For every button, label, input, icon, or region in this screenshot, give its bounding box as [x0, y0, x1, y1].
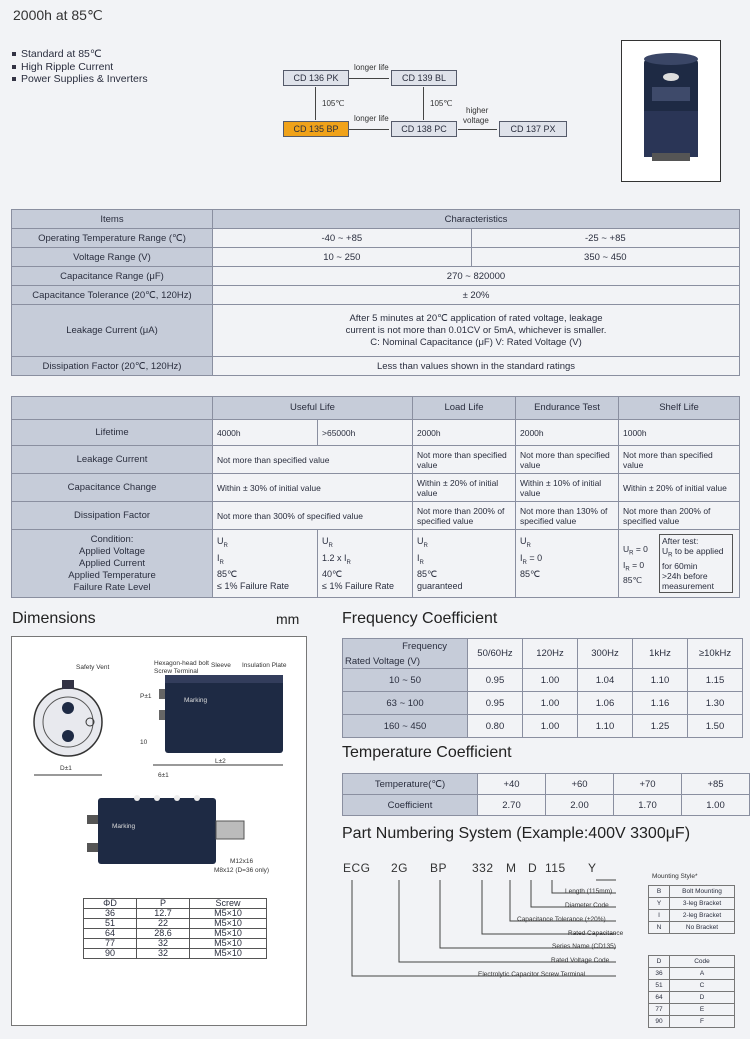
cond-text: I [623, 559, 626, 570]
cond-sub: R [328, 542, 333, 549]
life-cell: Within ± 20% of initial value [619, 474, 740, 502]
dimensions-title: Dimensions [12, 610, 96, 627]
note-line: U [662, 546, 669, 556]
cond-sub: R [629, 550, 634, 557]
life-cell: >65000h [318, 420, 413, 446]
leakage-line: current is not more than 0.01CV or 5mA, whichever is smaller. [345, 324, 607, 336]
mounting-title: Mounting Style* [652, 873, 698, 880]
label-m12: M12x16 [230, 858, 254, 865]
label-voltage: voltage [463, 116, 489, 125]
label-screw-terminal: Screw Terminal [154, 668, 199, 675]
mount-code: I [649, 910, 670, 922]
dim-header: Screw [190, 899, 267, 909]
diam-cell: A [670, 968, 735, 980]
cond-sub: R [526, 542, 531, 549]
condition-line: Condition: [90, 533, 134, 545]
dim-header: P [137, 899, 190, 909]
cond-text: 85℃ [520, 569, 541, 580]
life-label: Capacitance Change [12, 474, 213, 502]
life-label-condition [12, 530, 213, 598]
cond-text: 85℃ [217, 569, 238, 580]
freq-cell: 1.16 [633, 692, 688, 715]
code-segment: BP [430, 861, 448, 875]
arrow-line [349, 78, 389, 79]
temp-cell: 2.70 [478, 795, 546, 816]
life-cell: 4000h [213, 420, 318, 446]
freq-row-label: 63 ~ 100 [343, 692, 468, 715]
freq-cell: 0.95 [468, 669, 523, 692]
shelf-note-box [659, 534, 733, 593]
spec-value: -25 ~ +85 [471, 229, 739, 248]
life-label: Leakage Current [12, 446, 213, 474]
life-cell: Not more than 130% of specified value [516, 502, 619, 530]
leakage-line: C: Nominal Capacitance (μF) V: Rated Voltage (V) [370, 336, 582, 348]
series-box-cd136: CD 136 PK [283, 70, 349, 86]
temperature-title: Temperature Coefficient [342, 744, 512, 761]
life-header-endurance: Endurance Test [516, 397, 619, 420]
code-segment: 115 [545, 861, 566, 875]
condition-line: Failure Rate Level [73, 581, 151, 593]
cond-text: I [417, 552, 420, 563]
cond-text: U [322, 535, 329, 546]
life-cell: 2000h [516, 420, 619, 446]
mount-desc: 3-leg Bracket [670, 898, 735, 910]
life-label: Lifetime [12, 420, 213, 446]
dim-cell: 77 [84, 939, 137, 949]
mount-desc: 2-leg Bracket [670, 910, 735, 922]
condition-line: Applied Voltage [78, 545, 146, 557]
spec-label: Operating Temperature Range (℃) [12, 229, 213, 248]
diam-header: D [649, 956, 670, 968]
freq-cell: 0.80 [468, 715, 523, 738]
label-l: L±2 [215, 758, 226, 765]
mount-desc: Bolt Mounting [670, 886, 735, 898]
label-sleeve: Sleeve [211, 662, 231, 669]
dimension-table [83, 898, 267, 959]
label-ten: 10 [140, 739, 148, 746]
temp-row-label: Coefficient [343, 795, 478, 816]
note-line: measurement [662, 580, 714, 591]
capacitor-image [622, 41, 720, 181]
label-m8: M8x12 (D=36 only) [214, 867, 270, 874]
cond-text: 85℃ [417, 569, 438, 580]
cond-text: U [623, 544, 630, 554]
feature-item: Standard at 85℃ [11, 48, 148, 61]
life-table [11, 396, 740, 598]
life-cell-condition [318, 530, 413, 598]
dimensions-panel [11, 636, 307, 1026]
label-p: P±1 [140, 693, 152, 700]
diameter-table [648, 955, 735, 1028]
arrow-line [315, 87, 316, 120]
code-desc: Capacitance Tolerance (±20%) [517, 916, 606, 923]
freq-col: 1kHz [633, 639, 688, 669]
temp-cell: 1.00 [682, 795, 750, 816]
spec-label: Capacitance Tolerance (20℃, 120Hz) [12, 286, 213, 305]
cond-text: I [217, 552, 220, 563]
label-safety-vent: Safety Vent [76, 664, 110, 671]
label-longer-life: longer life [354, 114, 389, 123]
dimension-drawing [12, 637, 306, 892]
freq-cell: 1.06 [578, 692, 633, 715]
cond-sub: R [625, 566, 630, 573]
cond-text: 40℃ [322, 569, 343, 580]
spec-label: Dissipation Factor (20℃, 120Hz) [12, 357, 213, 376]
cond-text: = 0 [633, 544, 648, 554]
cond-text: = 0 [629, 559, 645, 570]
spec-value: 270 ~ 820000 [213, 267, 740, 286]
freq-cell: 1.00 [523, 692, 578, 715]
cond-sub: R [522, 559, 527, 566]
freq-col: ≥10kHz [688, 639, 743, 669]
spec-header-items: Items [12, 210, 213, 229]
dim-cell: 32 [137, 949, 190, 959]
code-desc: Series Name (CD135) [552, 943, 616, 950]
label-insulation: Insulation Plate [242, 662, 287, 669]
spec-header-characteristics: Characteristics [213, 210, 740, 229]
code-segment: M [506, 861, 517, 875]
cond-sub: R [419, 559, 424, 566]
temp-cell: +85 [682, 774, 750, 795]
freq-col: 300Hz [578, 639, 633, 669]
freq-row-label: 10 ~ 50 [343, 669, 468, 692]
label-d: D±1 [60, 765, 72, 772]
leakage-line: After 5 minutes at 20℃ application of rated voltage, leakage [349, 312, 603, 324]
mount-code: N [649, 922, 670, 934]
life-header-shelf: Shelf Life [619, 397, 740, 420]
dim-cell: 28.6 [137, 929, 190, 939]
temp-row-label: Temperature(℃) [343, 774, 478, 795]
freq-cell: 0.95 [468, 692, 523, 715]
mount-desc: No Bracket [670, 922, 735, 934]
life-cell-condition [413, 530, 516, 598]
cond-sub: R [423, 542, 428, 549]
spec-value: Less than values shown in the standard ratings [213, 357, 740, 376]
code-desc: Rated Capacitance [568, 930, 624, 937]
spec-label: Capacitance Range (μF) [12, 267, 213, 286]
cond-text: U [417, 535, 424, 546]
cond-text: ≤ 1% Failure Rate [322, 581, 394, 592]
code-desc: Diameter Code [565, 902, 609, 909]
life-cell: Not more than 200% of specified value [619, 502, 740, 530]
label-hex-bolt: Hexagon-head bolt [154, 660, 209, 667]
spec-value: -40 ~ +85 [213, 229, 472, 248]
label-higher: higher [466, 106, 489, 115]
feature-list [11, 48, 148, 86]
freq-cell: 1.10 [633, 669, 688, 692]
freq-row-label: 160 ~ 450 [343, 715, 468, 738]
freq-cell: 1.25 [633, 715, 688, 738]
diam-cell: E [670, 1004, 735, 1016]
temperature-table [342, 773, 750, 816]
label-six: 6±1 [158, 772, 169, 779]
label-marking: Marking [184, 697, 208, 704]
cond-text: 85℃ [623, 575, 643, 586]
frequency-title: Frequency Coefficient [342, 610, 498, 627]
mounting-table [648, 885, 735, 934]
life-cell: Within ± 10% of initial value [516, 474, 619, 502]
life-cell: Within ± 20% of initial value [413, 474, 516, 502]
freq-cell: 1.15 [688, 669, 743, 692]
dim-cell: 51 [84, 919, 137, 929]
diam-cell: C [670, 980, 735, 992]
dim-cell: 32 [137, 939, 190, 949]
dim-cell: M5×10 [190, 939, 267, 949]
life-cell: Within ± 30% of initial value [213, 474, 413, 502]
note-line: for 60min [662, 560, 698, 571]
life-header-useful: Useful Life [213, 397, 413, 420]
label-marking: Marking [112, 823, 136, 830]
dim-cell: M5×10 [190, 909, 267, 919]
spec-value-leakage [213, 305, 740, 357]
code-desc: Length (115mm) [565, 888, 613, 895]
shelf-left [623, 544, 648, 586]
life-cell: Not more than 200% of specified value [413, 502, 516, 530]
dim-cell: M5×10 [190, 949, 267, 959]
temp-cell: +40 [478, 774, 546, 795]
diam-cell: 64 [649, 992, 670, 1004]
spec-label: Voltage Range (V) [12, 248, 213, 267]
freq-col: 120Hz [523, 639, 578, 669]
freq-corner-top: Frequency [402, 641, 447, 652]
note-line: to be applied [672, 546, 724, 556]
cond-sub: R [346, 559, 351, 566]
code-desc: Rated Voltage Code [551, 957, 610, 964]
freq-col: 50/60Hz [468, 639, 523, 669]
freq-cell: 1.10 [578, 715, 633, 738]
life-cell-condition [516, 530, 619, 598]
diam-cell: 77 [649, 1004, 670, 1016]
life-label: Dissipation Factor [12, 502, 213, 530]
spec-value: 10 ~ 250 [213, 248, 472, 267]
temp-cell: +60 [546, 774, 614, 795]
arrow-line [423, 87, 424, 120]
diam-cell: 36 [649, 968, 670, 980]
code-desc: Electrolytic Capacitor Screw Terminal [478, 971, 586, 978]
diam-cell: F [670, 1016, 735, 1028]
arrow-line [458, 129, 497, 130]
code-segment: 2G [391, 861, 409, 875]
life-cell: 1000h [619, 420, 740, 446]
life-cell: Not more than specified value [413, 446, 516, 474]
condition-line: Applied Current [78, 557, 145, 569]
series-box-cd139: CD 139 BL [391, 70, 457, 86]
life-cell: Not more than specified value [619, 446, 740, 474]
dim-cell: 22 [137, 919, 190, 929]
dim-header: ΦD [84, 899, 137, 909]
temp-cell: 1.70 [614, 795, 682, 816]
capacitor-photo [621, 40, 721, 182]
freq-cell: 1.50 [688, 715, 743, 738]
series-box-cd138: CD 138 PC [391, 121, 457, 137]
cond-text: 1.2 x I [322, 552, 347, 563]
freq-corner [343, 639, 468, 669]
condition-line: Applied Temperature [68, 569, 156, 581]
diam-cell: D [670, 992, 735, 1004]
freq-cell: 1.04 [578, 669, 633, 692]
label-longer-life: longer life [354, 63, 389, 72]
freq-cell: 1.00 [523, 715, 578, 738]
dimensions-unit: mm [276, 611, 300, 627]
cond-text: U [217, 535, 224, 546]
freq-cell: 1.00 [523, 669, 578, 692]
code-segment: 332 [472, 861, 494, 875]
part-numbering-title: Part Numbering System (Example:400V 3300μF) [342, 825, 691, 842]
dim-cell: 90 [84, 949, 137, 959]
spec-value: ± 20% [213, 286, 740, 305]
cond-sub: R [223, 542, 228, 549]
code-segment: Y [588, 861, 597, 875]
cond-sub: R [668, 552, 673, 559]
cond-text: guaranteed [417, 581, 463, 592]
cond-text: U [520, 535, 527, 546]
label-temp: 105℃ [322, 99, 345, 108]
life-cell: Not more than 300% of specified value [213, 502, 413, 530]
life-cell-condition [619, 530, 740, 598]
dim-cell: 12.7 [137, 909, 190, 919]
dim-cell: M5×10 [190, 919, 267, 929]
label-temp: 105℃ [430, 99, 453, 108]
code-segment: D [528, 861, 538, 875]
life-cell: Not more than specified value [516, 446, 619, 474]
mount-code: Y [649, 898, 670, 910]
temp-cell: 2.00 [546, 795, 614, 816]
life-header-empty [12, 397, 213, 420]
life-header-load: Load Life [413, 397, 516, 420]
spec-label: Leakage Current (μA) [12, 305, 213, 357]
spec-table [11, 209, 740, 376]
note-line: After test: [662, 536, 699, 546]
spec-value: 350 ~ 450 [471, 248, 739, 267]
cond-text: = 0 [526, 552, 543, 563]
freq-cell: 1.30 [688, 692, 743, 715]
dim-cell: M5×10 [190, 929, 267, 939]
temp-cell: +70 [614, 774, 682, 795]
dim-cell: 64 [84, 929, 137, 939]
cond-text: ≤ 1% Failure Rate [217, 581, 289, 592]
diam-cell: 90 [649, 1016, 670, 1028]
life-cell: 2000h [413, 420, 516, 446]
freq-corner-bottom: Rated Voltage (V) [345, 656, 420, 667]
mount-code: B [649, 886, 670, 898]
life-cell-condition [213, 530, 318, 598]
series-box-cd137: CD 137 PX [499, 121, 567, 137]
cond-sub: R [219, 559, 224, 566]
life-cell: Not more than specified value [213, 446, 413, 474]
feature-item: Power Supplies & Inverters [11, 73, 148, 86]
frequency-table [342, 638, 743, 738]
code-segment: ECG [343, 861, 371, 875]
page-title: 2000h at 85℃ [13, 7, 103, 23]
arrow-line [349, 129, 389, 130]
dim-cell: 36 [84, 909, 137, 919]
note-line: >24h before [662, 570, 708, 581]
diam-cell: 51 [649, 980, 670, 992]
feature-item: High Ripple Current [11, 61, 148, 74]
cond-text: I [520, 552, 523, 563]
series-box-cd135: CD 135 BP [283, 121, 349, 137]
diam-header: Code [670, 956, 735, 968]
